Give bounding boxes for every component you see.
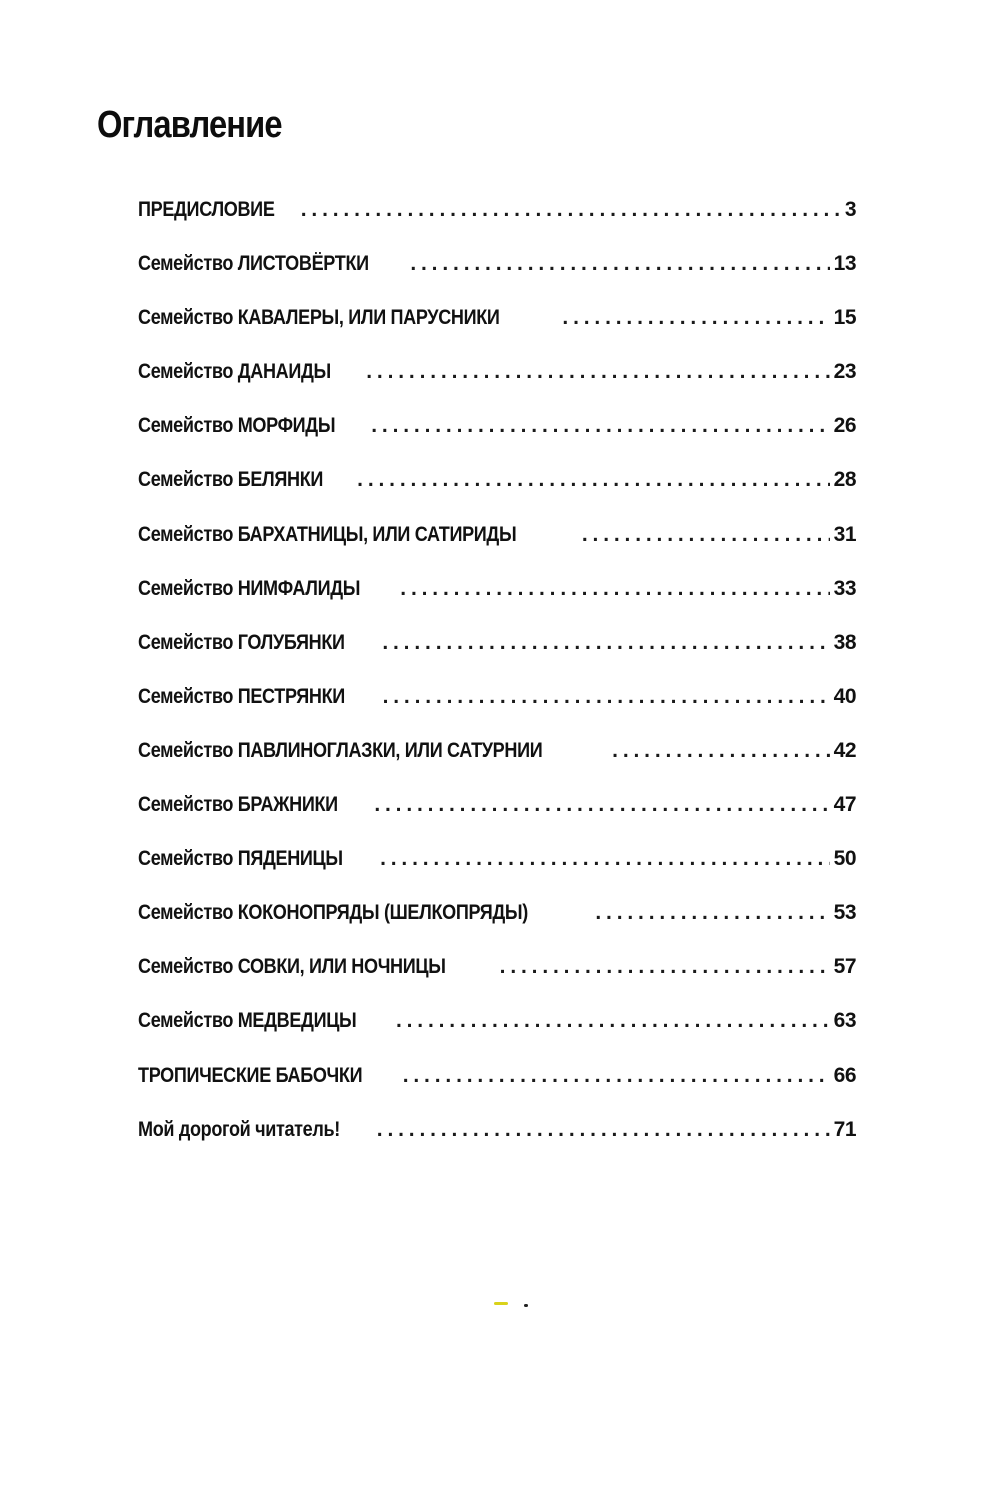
page-title: Оглавление [97,104,282,146]
toc-entry-page: 47 [833,793,856,817]
toc-entry-page: 71 [833,1117,856,1141]
toc-entry-page: 28 [833,468,856,492]
toc-entry [138,1064,856,1118]
toc-entry-title: Семейство СОВКИ, ИЛИ НОЧНИЦЫ [138,955,446,979]
toc-leader-dots [374,793,829,817]
toc-entry [138,739,856,793]
toc-leader-dots [382,631,829,655]
toc-entry-title: Семейство БАРХАТНИЦЫ, ИЛИ САТИРИДЫ [138,522,517,546]
highlighter-mark [494,1302,508,1305]
toc-entry-page: 38 [833,630,856,654]
table-of-contents [138,198,856,1172]
toc-entry-page: 31 [833,522,856,546]
toc-entry-title: Семейство БРАЖНИКИ [138,793,338,817]
toc-entry [138,252,856,306]
toc-entry [138,360,856,414]
toc-entry-page: 53 [833,901,856,925]
toc-entry-title: Семейство НИМФАЛИДЫ [138,576,361,600]
toc-entry [138,198,856,252]
toc-entry [138,1009,856,1063]
toc-entry [138,631,856,685]
toc-entry-title: Семейство КОКОНОПРЯДЫ (ШЕЛКОПРЯДЫ) [138,901,528,925]
toc-entry-page: 42 [833,738,856,762]
toc-entry-page: 33 [833,576,856,600]
toc-entry-page: 3 [844,198,856,221]
toc-leader-dots [410,252,829,276]
toc-leader-dots [396,1009,830,1033]
ink-speck [524,1304,528,1307]
toc-leader-dots [403,1064,830,1088]
toc-entry-page: 63 [833,1009,856,1033]
toc-entry-title: Мой дорогой читатель! [138,1117,340,1141]
toc-entry-page: 66 [833,1063,856,1087]
toc-leader-dots [357,468,829,492]
toc-entry-title: Семейство ПЕСТРЯНКИ [138,684,345,708]
toc-leader-dots [400,577,829,601]
toc-entry-title: ТРОПИЧЕСКИЕ БАБОЧКИ [138,1063,363,1087]
toc-leader-dots [380,847,830,871]
toc-entry [138,306,856,360]
toc-entry-page: 13 [833,252,856,276]
toc-entry-page: 40 [833,684,856,708]
toc-leader-dots [377,1118,830,1142]
toc-leader-dots [371,414,829,438]
toc-leader-dots [562,306,829,330]
toc-leader-dots [366,360,829,384]
toc-entry-title: Семейство МОРФИДЫ [138,414,336,438]
toc-leader-dots [301,198,841,222]
toc-entry [138,523,856,577]
toc-entry-title: Семейство КАВАЛЕРЫ, ИЛИ ПАРУСНИКИ [138,306,500,330]
toc-entry-title: Семейство МЕДВЕДИЦЫ [138,1009,357,1033]
toc-leader-dots [595,901,829,925]
toc-entry [138,955,856,1009]
toc-entry-title: Семейство ГОЛУБЯНКИ [138,630,345,654]
toc-entry [138,468,856,522]
toc-leader-dots [582,523,830,547]
toc-entry-title: Семейство БЕЛЯНКИ [138,468,324,492]
toc-entry-page: 26 [833,414,856,438]
toc-entry-title: Семейство ЛИСТОВЁРТКИ [138,252,369,276]
toc-entry-page: 50 [833,847,856,871]
toc-entry-title: Семейство ДАНАИДЫ [138,360,331,384]
toc-entry-title: Семейство ПАВЛИНОГЛАЗКИ, ИЛИ САТУРНИИ [138,738,543,762]
toc-entry-title: ПРЕДИСЛОВИЕ [138,198,275,221]
toc-entry [138,793,856,847]
toc-entry [138,577,856,631]
toc-leader-dots [383,685,830,709]
toc-entry [138,685,856,739]
toc-entry-page: 23 [833,360,856,384]
toc-entry [138,901,856,955]
toc-leader-dots [500,955,830,979]
toc-entry [138,847,856,901]
toc-leader-dots [612,739,829,763]
toc-entry [138,414,856,468]
toc-entry-title: Семейство ПЯДЕНИЦЫ [138,847,343,871]
toc-entry-page: 57 [833,955,856,979]
toc-entry-page: 15 [833,306,856,330]
toc-entry [138,1118,856,1172]
